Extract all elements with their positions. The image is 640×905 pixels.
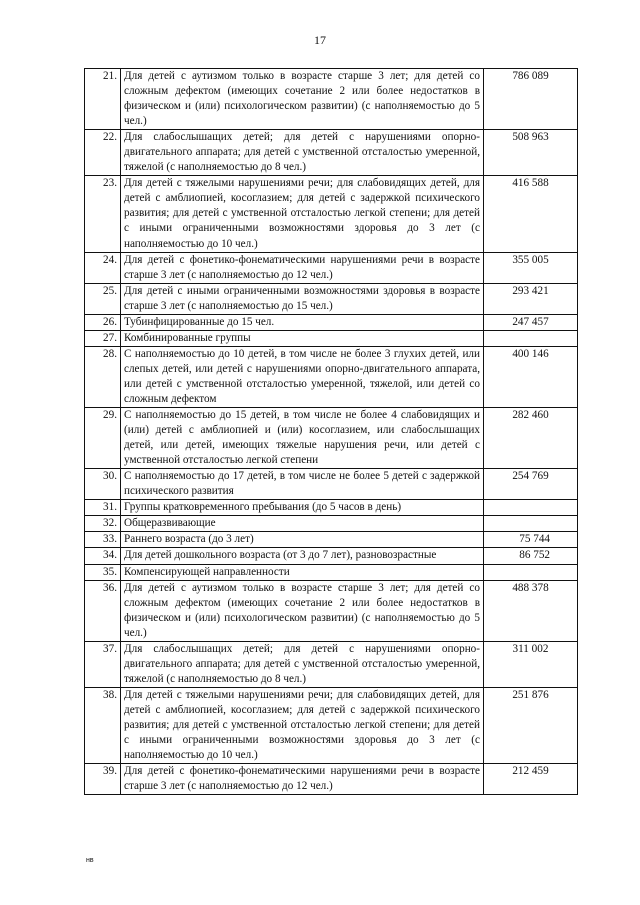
row-description: С наполняемостью до 10 детей, в том числе не более 3 глухих детей, или слепых детей, или детей с нарушениями опорно-двигательного аппарата, или детей с умственной отсталостью умеренной, тяжелой, или детей со сложным дефектом bbox=[121, 346, 484, 407]
row-value: 416 588 bbox=[484, 176, 578, 252]
row-description: Для детей с фонетико-фонематическими нарушениями речи в возрасте старше 3 лет (с наполняемостью до 12 чел.) bbox=[121, 252, 484, 283]
row-value: 251 876 bbox=[484, 687, 578, 763]
table-row bbox=[85, 532, 578, 548]
table-row bbox=[85, 500, 578, 516]
row-description: Для слабослышащих детей; для детей с нарушениями опорно-двигательного аппарата; для детей с умственной отсталостью умеренной, тяжелой (с наполняемостью до 8 чел.) bbox=[121, 130, 484, 176]
row-value: 355 005 bbox=[484, 252, 578, 283]
row-number: 24. bbox=[85, 252, 121, 283]
table-row bbox=[85, 687, 578, 763]
row-description: Для детей с аутизмом только в возрасте старше 3 лет; для детей со сложным дефектом (имеющих сочетание 2 или более недостатков в физическом и (или) психологическом развитии) (с наполняемостью до 5 чел.) bbox=[121, 69, 484, 130]
table-row bbox=[85, 346, 578, 407]
row-description: Общеразвивающие bbox=[121, 516, 484, 532]
row-number: 29. bbox=[85, 408, 121, 469]
row-number: 37. bbox=[85, 641, 121, 687]
row-number: 27. bbox=[85, 330, 121, 346]
table-row bbox=[85, 408, 578, 469]
row-description: Группы кратковременного пребывания (до 5 часов в день) bbox=[121, 500, 484, 516]
table-row bbox=[85, 764, 578, 795]
row-description: Для детей с тяжелыми нарушениями речи; для слабовидящих детей, для детей с амблиопией, косоглазием; для детей с задержкой психического развития; для детей с умственной отсталостью легкой степени; для детей с иными ограниченными возможностями здоровья до 3 лет (с наполняемостью до 10 чел.) bbox=[121, 687, 484, 763]
row-number: 39. bbox=[85, 764, 121, 795]
row-description: Для слабослышащих детей; для детей с нарушениями опорно-двигательного аппарата; для детей с умственной отсталостью умеренной, тяжелой (с наполняемостью до 8 чел.) bbox=[121, 641, 484, 687]
page-number: 17 bbox=[314, 33, 326, 47]
cost-table bbox=[84, 68, 578, 795]
row-value: 75 744 bbox=[484, 532, 578, 548]
row-value: 488 378 bbox=[484, 580, 578, 641]
table-row bbox=[85, 516, 578, 532]
table-row bbox=[85, 469, 578, 500]
table-row bbox=[85, 283, 578, 314]
row-number: 31. bbox=[85, 500, 121, 516]
row-value: 293 421 bbox=[484, 283, 578, 314]
row-description: Для детей с фонетико-фонематическими нарушениями речи в возрасте старше 3 лет (с наполняемостью до 12 чел.) bbox=[121, 764, 484, 795]
row-description: С наполняемостью до 15 детей, в том числе не более 4 слабовидящих и (или) детей с амблиопией и (или) косоглазием, или слабослышащих детей, или детей, имеющих тяжелые нарушения речи, или детей с умственной отсталостью легкой степени bbox=[121, 408, 484, 469]
table-row bbox=[85, 69, 578, 130]
table-row bbox=[85, 314, 578, 330]
row-value: 247 457 bbox=[484, 314, 578, 330]
row-value: 311 002 bbox=[484, 641, 578, 687]
row-description: Для детей с тяжелыми нарушениями речи; для слабовидящих детей, для детей с амблиопией, косоглазием; для детей с задержкой психического развития; для детей с умственной отсталостью легкой степени; для детей с иными ограниченными возможностями здоровья до 3 лет (с наполняемостью до 10 чел.) bbox=[121, 176, 484, 252]
table-row bbox=[85, 330, 578, 346]
row-description: Компенсирующей направленности bbox=[121, 564, 484, 580]
row-number: 28. bbox=[85, 346, 121, 407]
row-description: Для детей с иными ограниченными возможностями здоровья в возрасте старше 3 лет (с наполняемостью до 15 чел.) bbox=[121, 283, 484, 314]
row-value: 254 769 bbox=[484, 469, 578, 500]
row-description: Комбинированные группы bbox=[121, 330, 484, 346]
row-value: 212 459 bbox=[484, 764, 578, 795]
row-number: 38. bbox=[85, 687, 121, 763]
table-row bbox=[85, 252, 578, 283]
row-number: 26. bbox=[85, 314, 121, 330]
table-row bbox=[85, 580, 578, 641]
row-number: 33. bbox=[85, 532, 121, 548]
row-value bbox=[484, 516, 578, 532]
table-row bbox=[85, 564, 578, 580]
row-value bbox=[484, 330, 578, 346]
row-value: 508 963 bbox=[484, 130, 578, 176]
table-row bbox=[85, 130, 578, 176]
row-value: 282 460 bbox=[484, 408, 578, 469]
row-description: Для детей дошкольного возраста (от 3 до 7 лет), разновозрастные bbox=[121, 548, 484, 564]
footer-mark: нв bbox=[86, 857, 94, 864]
row-value: 86 752 bbox=[484, 548, 578, 564]
row-description: Раннего возраста (до 3 лет) bbox=[121, 532, 484, 548]
row-number: 36. bbox=[85, 580, 121, 641]
row-description: Тубинфицированные до 15 чел. bbox=[121, 314, 484, 330]
row-number: 34. bbox=[85, 548, 121, 564]
row-value bbox=[484, 564, 578, 580]
row-description: С наполняемостью до 17 детей, в том числе не более 5 детей с задержкой психического развития bbox=[121, 469, 484, 500]
table-row bbox=[85, 641, 578, 687]
row-number: 35. bbox=[85, 564, 121, 580]
row-number: 23. bbox=[85, 176, 121, 252]
row-number: 30. bbox=[85, 469, 121, 500]
row-description: Для детей с аутизмом только в возрасте старше 3 лет; для детей со сложным дефектом (имеющих сочетание 2 или более недостатков в физическом и (или) психологическом развитии) (с наполняемостью до 5 чел.) bbox=[121, 580, 484, 641]
table-row bbox=[85, 176, 578, 252]
row-value: 400 146 bbox=[484, 346, 578, 407]
row-number: 25. bbox=[85, 283, 121, 314]
row-value: 786 089 bbox=[484, 69, 578, 130]
row-number: 22. bbox=[85, 130, 121, 176]
row-number: 32. bbox=[85, 516, 121, 532]
table-row bbox=[85, 548, 578, 564]
row-value bbox=[484, 500, 578, 516]
row-number: 21. bbox=[85, 69, 121, 130]
